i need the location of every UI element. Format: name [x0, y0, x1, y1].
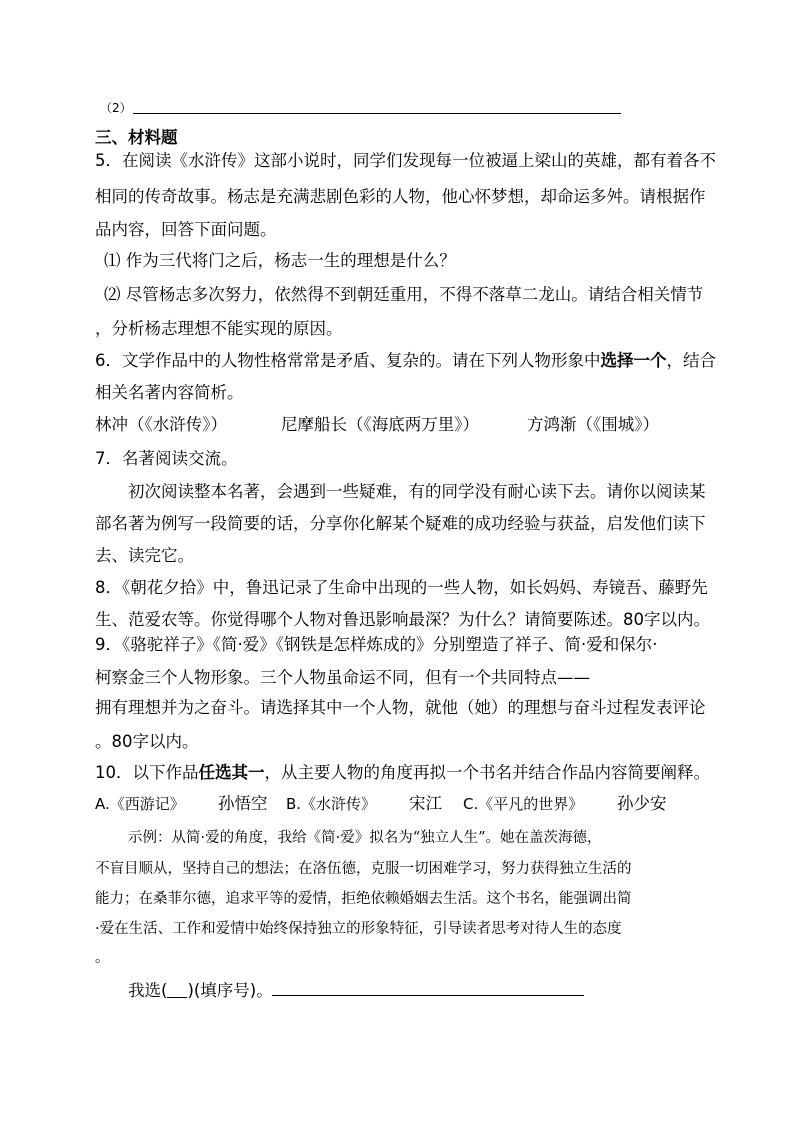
q5-line3: 品内容，回答下面问题。 — [95, 220, 277, 239]
q9-line2: 柯察金三个人物形象。三个人物虽命运不同，但有一个共同特点—— — [95, 668, 590, 687]
q10-line1-bold: 任选其一 — [198, 763, 265, 782]
q10-answer-line[interactable] — [272, 995, 584, 996]
q10-example-line1: 示例：从简·爱的角度，我给《简·爱》拟名为“独立人生”。她在盖茨海德， — [128, 830, 602, 846]
q10-line1-pre: 10．以下作品 — [95, 763, 199, 782]
q6-line1-pre: 6．文学作品中的人物性格常常是矛盾、复杂的。请在下列人物形象中 — [95, 351, 601, 370]
q5-line1: 5．在阅读《水浒传》这部小说时，同学们发现每一位被逼上梁山的英雄，都有着各不 — [95, 151, 716, 170]
q6-line1 — [95, 350, 716, 372]
q10-option-c: C.《平凡的世界》 — [463, 795, 584, 813]
q10-option-b-name: 宋江 — [409, 794, 442, 813]
q8-line1: 8．《朝花夕拾》中，鲁迅记录了生命中出现的一些人物，如长妈妈、寿镜吾、藤野先 — [95, 578, 708, 597]
q6-line1-bold: 选择一个 — [600, 351, 667, 370]
q6-option-3: 方鸿渐（《围城》） — [527, 415, 659, 434]
q10-option-a: A.《西游记》 — [95, 795, 185, 813]
q7-line2: 初次阅读整本名著，会遇到一些疑难，有的同学没有耐心读下去。请你以阅读某 — [128, 482, 706, 501]
q7-line1: 7．名著阅读交流。 — [95, 449, 238, 468]
q10-choose-post: )(填序号)。 — [187, 981, 273, 1000]
q10-option-a-name: 孙悟空 — [218, 794, 268, 813]
q10-option-c-name: 孙少安 — [617, 794, 667, 813]
q5-sub2b: ，分析杨志理想不能实现的原因。 — [95, 319, 343, 338]
q10-choose — [128, 980, 273, 1002]
q6-line2: 相关名著内容简析。 — [95, 383, 244, 402]
q6-line1-post: ，结合 — [666, 351, 716, 370]
q6-option-2: 尼摩船长（《海底两万里》） — [281, 415, 479, 434]
blank-2-label: （2） — [100, 101, 132, 115]
q9-line4: 。80字以内。 — [95, 732, 199, 751]
q10-line1-post: ，从主要人物的角度再拟一个书名并结合作品内容简要阐释。 — [264, 763, 710, 782]
answer-line-2[interactable] — [133, 113, 621, 114]
q6-option-1: 林冲（《水浒传》） — [95, 415, 227, 434]
q8-line2: 生、范爱农等。你觉得哪个人物对鲁迅影响最深？为什么？请简要陈述。80字以内。 — [95, 610, 710, 629]
q5-line2: 相同的传奇故事。杨志是充满悲剧色彩的人物，他心怀梦想，却命运多舛。请根据作 — [95, 187, 706, 206]
q9-line1: 9．《骆驼祥子》《简·爱》《钢铁是怎样炼成的》分别塑造了祥子、简·爱和保尔· — [95, 635, 658, 654]
q10-example-line5: 。 — [95, 950, 110, 966]
q10-example-line2: 不盲目顺从，坚持自己的想法；在洛伍德，克服一切困难学习，努力获得独立生活的 — [95, 861, 632, 877]
q10-choose-pre: 我选( — [128, 981, 168, 1000]
q7-line4: 去、读完它。 — [95, 546, 194, 565]
q7-line3: 部名著为例写一段简要的话，分享你化解某个疑难的成功经验与获益，启发他们读下 — [95, 514, 706, 533]
q10-option-b: B.《水浒传》 — [286, 795, 377, 813]
q5-sub1: ⑴ 作为三代将门之后，杨志一生的理想是什么？ — [104, 251, 456, 270]
q10-line1 — [95, 762, 710, 784]
q5-sub2a: ⑵ 尽管杨志多次努力，依然得不到朝廷重用，不得不落草二龙山。请结合相关情节 — [104, 285, 704, 304]
q10-choice-blank[interactable] — [167, 983, 187, 998]
q10-example-line3: 能力；在桑菲尔德，追求平等的爱情，拒绝依赖婚姻去生活。这个书名，能强调出简 — [95, 891, 632, 907]
section-title: 三、材料题 — [95, 128, 178, 147]
q10-example-line4: ·爱在生活、工作和爱情中始终保持独立的形象特征，引导读者思考对待人生的态度 — [95, 921, 622, 937]
q9-line3: 拥有理想并为之奋斗。请选择其中一个人物，就他（她）的理想与奋斗过程发表评论 — [95, 698, 706, 717]
